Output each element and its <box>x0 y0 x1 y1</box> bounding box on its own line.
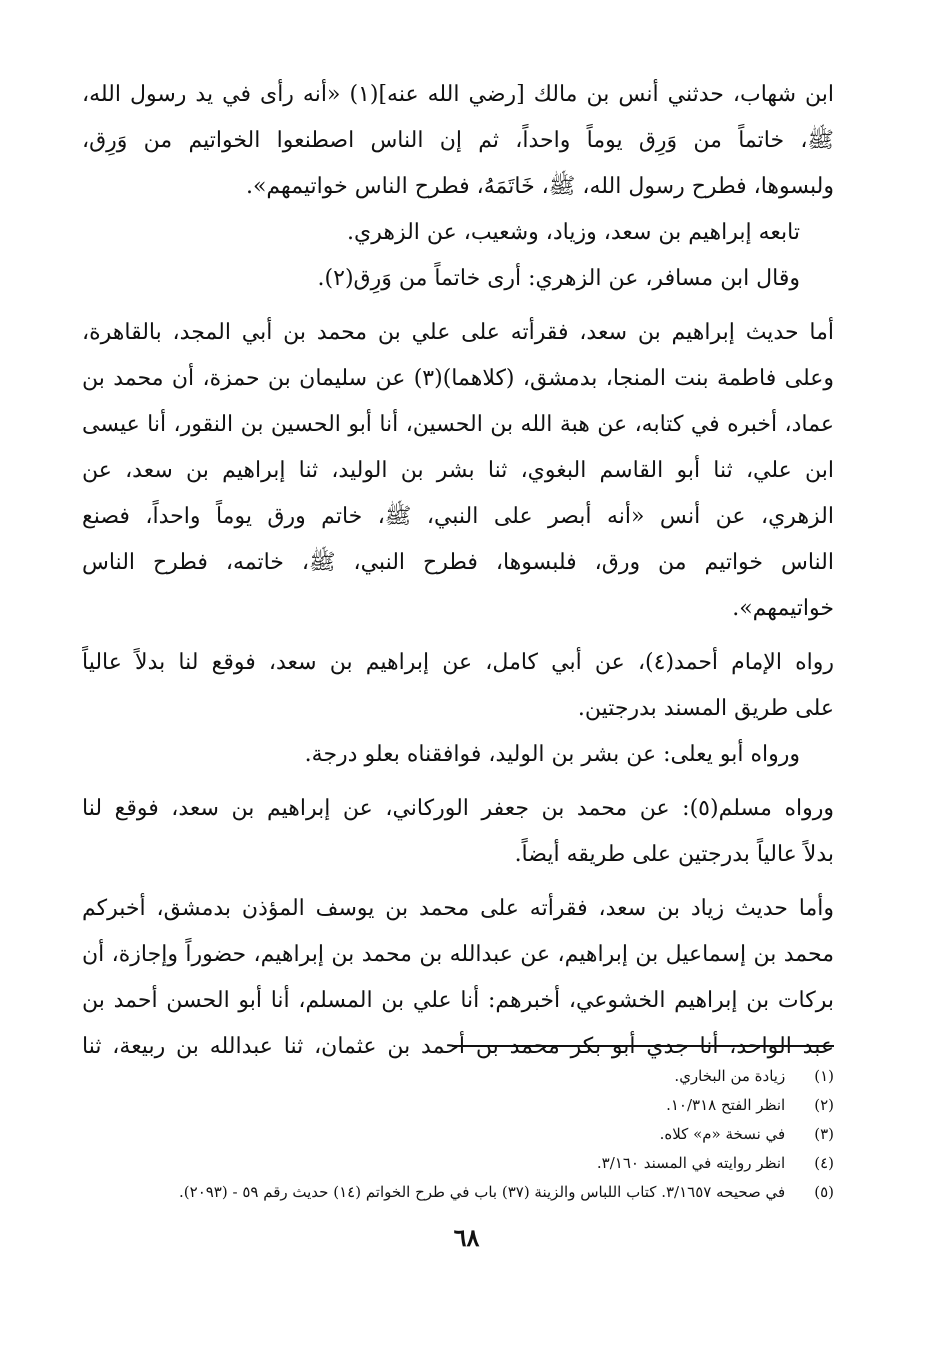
text-line: تابعه إبراهيم بن سعد، وزياد، وشعيب، عن الزهري. <box>346 220 800 245</box>
text-line: الزهري، عن أنس «أنه أبصر على النبي، ﷺ، خاتم ورق يوماً واحداً، فصنع <box>82 504 834 529</box>
text-line: وقال ابن مسافر، عن الزهري: أرى خاتماً من وَرِق(٢). <box>317 266 800 291</box>
paragraph <box>82 886 834 1070</box>
footnote-text: زيادة من البخاري. <box>674 1067 786 1085</box>
footnote <box>82 1178 834 1207</box>
paragraph <box>82 210 834 302</box>
text-line: ولبسوها، فطرح رسول الله، ﷺ، خَاتَمَهُ، فطرح الناس خواتيمهم». <box>245 174 834 199</box>
footnote-number: (٥) <box>814 1183 834 1201</box>
text-line: عماد، أخبره في كتابه، عن هبة الله بن الحسين، أنا أبو الحسين بن النقور، أنا عيسى <box>82 412 834 437</box>
footnote <box>82 1149 834 1178</box>
text-line: عبد الواحد، أنا جدي أبو بكر محمد بن أحمد بن عثمان، ثنا عبدالله بن ربيعة، ثنا <box>82 1034 834 1059</box>
text-line: ﷺ، خاتماً من وَرِق يوماً واحداً، ثم إن الناس اصطنعوا الخواتيم من وَرِق، <box>82 128 834 153</box>
paragraph <box>82 72 834 210</box>
footnote-text: في صحيحه ٣/١٦٥٧. كتاب اللباس والزينة (٣٧) باب في طرح الخواتم (١٤) حديث رقم ٥٩ - (٢٠٩٣). <box>179 1183 786 1201</box>
text-line: ورواه مسلم(٥): عن محمد بن جعفر الوركاني، عن إبراهيم بن سعد، فوقع لنا <box>82 796 834 821</box>
footnote <box>82 1120 834 1149</box>
footnote-text: انظر الفتح ١٠/٣١٨. <box>666 1096 786 1114</box>
text-line: ابن علي، ثنا أبو القاسم البغوي، ثنا بشر بن الوليد، ثنا إبراهيم بن سعد، عن <box>82 458 834 483</box>
text-line: وأما حديث زياد بن سعد، فقرأته على محمد بن يوسف المؤذن بدمشق، أخبركم <box>82 896 834 921</box>
footnote <box>82 1091 834 1120</box>
text-line: الناس خواتيم من ورق، فلبسوها، فطرح النبي، ﷺ، خاتمه، فطرح الناس <box>82 550 834 575</box>
text-line: على طريق المسند بدرجتين. <box>577 696 834 721</box>
footnote <box>82 1062 834 1091</box>
text-line: ورواه أبو يعلى: عن بشر بن الوليد، فوافقناه بعلو درجة. <box>304 742 800 767</box>
text-line: محمد بن إسماعيل بن إبراهيم، عن عبدالله بن محمد بن إبراهيم، حضوراً وإجازة، أن <box>82 942 834 967</box>
footnote-number: (٢) <box>814 1096 834 1114</box>
footnote-number: (١) <box>814 1067 834 1085</box>
text-line: بدلاً عالياً بدرجتين على طريقه أيضاً. <box>514 842 834 867</box>
footnote-text: انظر روايته في المسند ٣/١٦٠. <box>596 1154 786 1172</box>
text-line: ابن شهاب، حدثني أنس بن مالك [رضي الله عنه](١) «أنه رأى في يد رسول الله، <box>82 82 834 107</box>
footnote-number: (٣) <box>814 1125 834 1143</box>
text-line: وعلى فاطمة بنت المنجا، بدمشق، (كلاهما)(٣) عن سليمان بن حمزة، أن محمد بن <box>82 366 834 391</box>
footnote-text: في نسخة «م» كلاه. <box>659 1125 786 1143</box>
footnote-number: (٤) <box>814 1154 834 1172</box>
text-line: خواتيمهم». <box>732 596 834 621</box>
footnotes <box>82 1062 834 1207</box>
text-line: أما حديث إبراهيم بن سعد، فقرأته على علي بن محمد بن أبي المجد، بالقاهرة، <box>82 320 834 345</box>
text-line: رواه الإمام أحمد(٤)، عن أبي كامل، عن إبراهيم بن سعد، فوقع لنا بدلاً عالياً <box>82 650 834 675</box>
paragraph <box>82 640 834 778</box>
page-number: ٦٨ <box>453 1223 480 1252</box>
paragraph <box>82 310 834 632</box>
footnote-divider <box>452 1045 834 1047</box>
text-line: بركات بن إبراهيم الخشوعي، أخبرهم: أنا علي بن المسلم، أنا أبو الحسن أحمد بن <box>82 988 834 1013</box>
paragraph <box>82 786 834 878</box>
main-text <box>82 72 834 1070</box>
